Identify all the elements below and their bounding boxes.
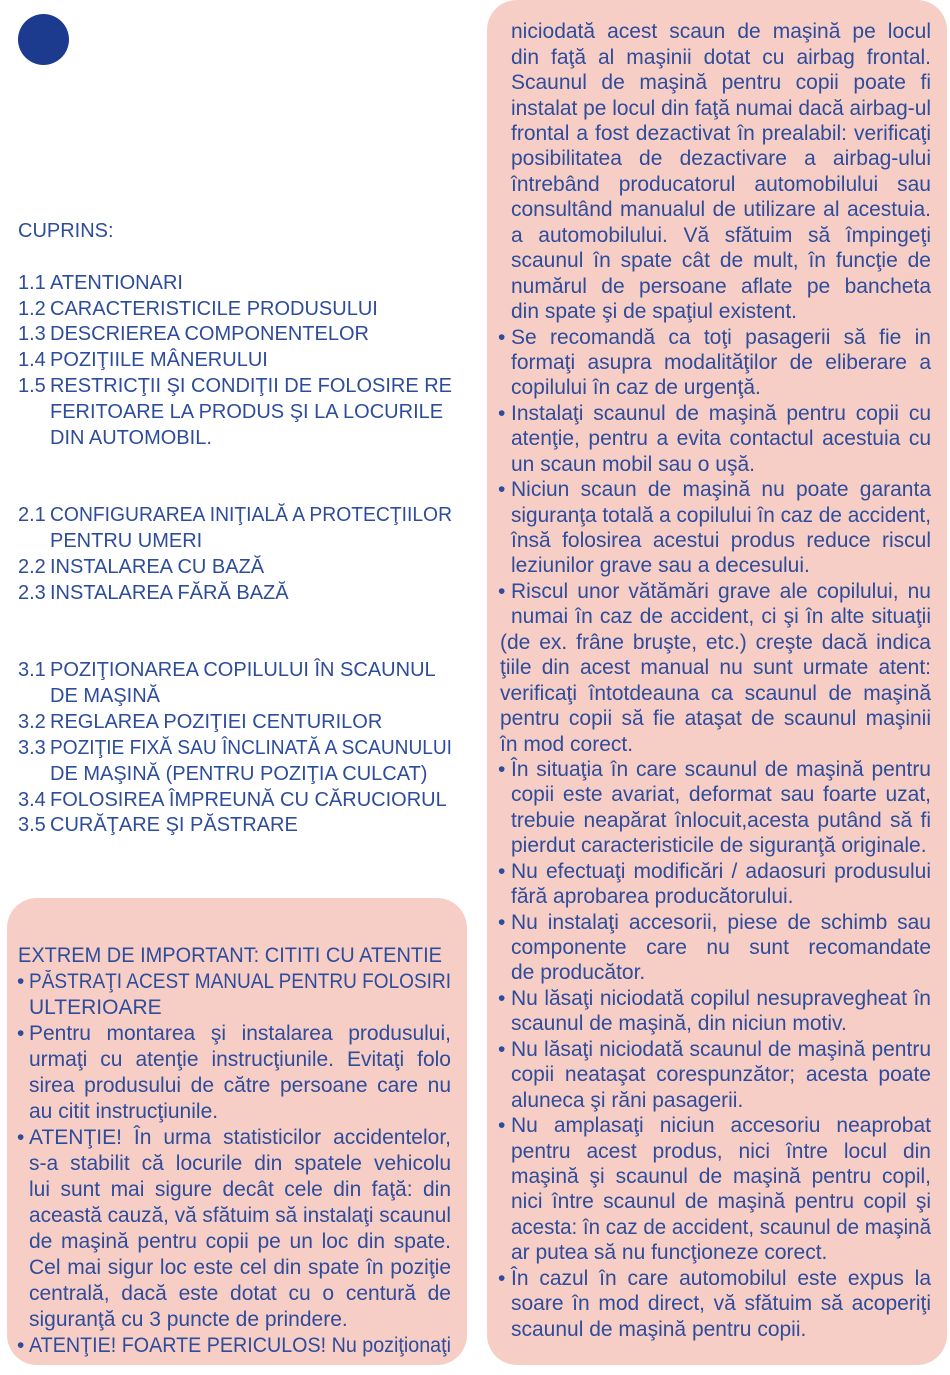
toc-entry-line-text: FERITOARE LA PRODUS ŞI LA LOCURILE [50, 400, 444, 423]
text-line-text: Cel mai sigur loc este cel din spate în poziţie [29, 1256, 451, 1279]
text-line-text: În cazul în care automobilul este expus la [511, 1266, 931, 1290]
text-line [511, 1240, 931, 1265]
bullet-item-text [511, 477, 931, 579]
toc-entry-line-text: INSTALAREA CU BAZĂ [50, 555, 265, 578]
toc-entry [18, 788, 458, 814]
text-line-text: în mod corect. [500, 732, 634, 756]
bullet-item-text [511, 859, 931, 910]
bullet-item-text [500, 579, 931, 757]
bullet-item-text [29, 1125, 451, 1333]
text-line [511, 1164, 931, 1189]
toc-entry-line-text: DE MAŞINĂ (PENTRU POZIŢIA CULCAT) [50, 762, 428, 785]
text-line-text: copii este avariat, deformat sau foarte uzat, [511, 783, 931, 807]
text-line [511, 1011, 931, 1036]
text-line-text: componente care nu sunt recomandate [511, 936, 931, 960]
list-bullet-icon: • [17, 970, 25, 993]
text-line [511, 1317, 931, 1342]
text-line [511, 96, 931, 121]
text-line [511, 172, 931, 197]
text-line-text: aluneca şi răni pasagerii. [511, 1088, 744, 1112]
toc-entry-line-text: PENTRU UMERI [50, 530, 203, 553]
text-line [511, 274, 931, 299]
text-line-text: consultând manualul de utilizare al acestuia. [511, 198, 931, 222]
text-line-text: numărul de persoane aflate pe bancheta [511, 274, 931, 298]
list-bullet-icon: • [17, 1022, 25, 1045]
text-line-text: PĂSTRAŢI ACEST MANUAL PENTRU FOLOSIRI [29, 970, 451, 993]
text-line [511, 325, 931, 350]
text-line-text: siguranţa totală a copilului în caz de accident, [511, 503, 931, 527]
text-line-text: Nu lăsaţi niciodată copilul nesupravegheat în [511, 986, 931, 1010]
list-bullet-icon: • [17, 1126, 25, 1149]
bullet-item [498, 859, 931, 910]
bullet-item [498, 986, 931, 1037]
text-line-text: acesta: în caz de accident, scaunul de maşină [511, 1215, 931, 1239]
text-line-text: din spate şi de spaţiul existent. [511, 300, 798, 324]
text-line [29, 1021, 451, 1047]
text-line [511, 1291, 931, 1316]
bullet-item [498, 1266, 931, 1342]
warnings-content [498, 19, 931, 1342]
toc-entry-line [50, 788, 452, 814]
toc-entry-line [50, 271, 452, 297]
text-line-text: scaunul de maşină pentru copii. [511, 1317, 807, 1341]
list-bullet-icon: • [498, 1114, 506, 1138]
text-line-text: Nu amplasaţi niciun accesoriu neaprobat [511, 1114, 931, 1138]
bullet-item-text [511, 986, 931, 1037]
text-line [511, 782, 931, 807]
toc-entry-line-text: ATENTIONARI [50, 271, 183, 294]
text-line-text: formaţi asupra modalităţilor de eliberare a [511, 350, 931, 374]
text-line [511, 375, 931, 400]
bullet-item [498, 477, 931, 579]
toc-entry-number: 1.4 [18, 349, 46, 372]
list-bullet-icon: • [498, 859, 506, 883]
toc-entry-number: 1.1 [18, 271, 46, 294]
text-line-text: numai în caz de accident, ci şi în alte situaţii [511, 605, 931, 629]
text-line-text: maşină şi scaunul de maşină pentru copil, [511, 1164, 931, 1188]
important-notice-heading-text: EXTREM DE IMPORTANT: CITITI CU ATENTIE [18, 944, 442, 967]
text-line-text: centrală, dacă este dotat cu o centură de [29, 1282, 451, 1305]
bullet-item [17, 1333, 451, 1359]
bullet-item [498, 579, 931, 757]
text-line-text: verificaţi întotdeauna ca scaunul de maşină [500, 681, 931, 705]
bullet-item [17, 1125, 451, 1333]
toc-entry-number: 2.3 [18, 581, 46, 604]
toc-entry-number: 3.3 [18, 736, 46, 759]
toc-section [18, 658, 458, 839]
text-line-text: această cauză, vă sfătuim să instalaţi scaunul [29, 1204, 451, 1227]
text-line [29, 1255, 451, 1281]
text-line-text: fără aprobarea producătorului. [511, 885, 794, 909]
toc-entry-line [50, 400, 452, 426]
text-line-text: de maşină pentru copii pe un loc din spate. [29, 1230, 451, 1253]
toc-entry-line-text: CARACTERISTICILE PRODUSULUI [50, 297, 378, 320]
text-line [29, 1229, 451, 1255]
toc-entry-title [50, 503, 452, 555]
toc-entry-line-text: FOLOSIREA ÎMPREUNĂ CU CĂRUCIORUL [50, 788, 447, 811]
text-line-text: întrebând producatorul automobilului sau [511, 172, 931, 196]
toc-entry-line [50, 297, 452, 323]
toc-entry-number: 3.5 [18, 814, 46, 837]
text-line-text: copii neataşat corespunzător; acesta poate [511, 1063, 931, 1087]
toc-entry [18, 555, 458, 581]
warnings-box [487, 0, 947, 1365]
toc-entry-line-text: POZIŢIONAREA COPILULUI ÎN SCAUNUL [50, 659, 436, 682]
text-line [511, 833, 931, 858]
toc-entry-line-text: POZIŢIE FIXĂ SAU ÎNCLINATĂ A SCAUNULUI [50, 736, 452, 759]
text-line [511, 884, 931, 909]
text-line [29, 1099, 451, 1125]
continued-paragraph [511, 19, 931, 324]
toc-entry [18, 271, 458, 297]
toc-entry-line [50, 374, 452, 400]
toc-entry-title [50, 581, 452, 607]
text-line-text: Nu lăsaţi niciodată scaunul de maşină pentru [511, 1037, 931, 1061]
toc-heading [18, 219, 420, 245]
list-bullet-icon: • [17, 1334, 25, 1357]
toc-entry-line [50, 322, 452, 348]
toc-entry-line-text: DIN AUTOMOBIL. [50, 426, 212, 449]
text-line [511, 426, 931, 451]
text-line-text: pierdut caracteristicile de siguranţă originale. [511, 834, 927, 858]
text-line-text: scaunul în spate cât de mult, în funcţie de [511, 249, 931, 273]
toc-entry-title [50, 788, 452, 814]
toc-entry-line [50, 684, 452, 710]
important-notice-content [17, 943, 451, 1359]
text-line [511, 503, 931, 528]
toc-entry-line [50, 813, 452, 839]
text-line [511, 121, 931, 146]
text-line [511, 986, 931, 1011]
text-line-text: leziunilor grave sau a decesului. [511, 554, 810, 578]
list-bullet-icon: • [498, 757, 506, 781]
bullet-item-text [511, 325, 931, 401]
toc-entry-number: 1.3 [18, 323, 46, 346]
important-notice-box [7, 898, 467, 1365]
text-line-text: ţiile din acest manual nu sunt urmate atent: [500, 656, 931, 680]
text-line-text: copilului în caz de urgenţă. [511, 376, 761, 400]
text-line-text: instalat pe locul din faţă numai dacă airbag-ul [511, 96, 931, 120]
toc-entry-title [50, 555, 452, 581]
list-bullet-icon: • [498, 1037, 506, 1061]
text-line-text: soare în mod direct, vă sfătuim să acoperiţi [511, 1292, 931, 1316]
text-line-text: niciodată acest scaun de maşină pe locul [511, 20, 931, 44]
text-line-text: ULTERIOARE [29, 996, 162, 1019]
text-line [511, 146, 931, 171]
toc-entry-line-text: REGLAREA POZIŢIEI CENTURILOR [50, 711, 383, 734]
toc-entry-number: 2.1 [18, 504, 46, 527]
bullet-item [498, 757, 931, 859]
text-line [511, 1113, 931, 1138]
text-line [29, 995, 451, 1021]
text-line-text: Pentru montarea şi instalarea produsului, [29, 1022, 451, 1045]
text-line [511, 45, 931, 70]
toc-entry-line-text: RESTRICŢII ŞI CONDIŢII DE FOLOSIRE RE [50, 375, 452, 398]
toc-entry-number: 3.1 [18, 659, 46, 682]
text-line-text: un scaun mobil sau o uşă. [511, 452, 755, 476]
toc-entry [18, 503, 458, 555]
text-line-text: (de ex. frâne bruşte, etc.) creşte dacă indica [500, 630, 931, 654]
text-line-text: Riscul unor vătămări grave ale copilului, nu [511, 579, 931, 603]
text-line [511, 808, 931, 833]
text-line-text: Niciun scaun de maşină nu poate garanta [511, 478, 931, 502]
toc-entry-line [50, 710, 452, 736]
toc-entry-title [50, 813, 452, 839]
bullet-item-text [29, 969, 451, 1021]
text-line [29, 1307, 451, 1333]
toc-entry-number: 1.5 [18, 375, 46, 398]
text-line [511, 19, 931, 44]
toc-entry-line [50, 581, 452, 607]
bullet-item [498, 325, 931, 401]
list-bullet-icon: • [498, 579, 506, 603]
bullet-item [17, 1021, 451, 1125]
toc-entry-line [50, 555, 452, 581]
toc-section [18, 271, 458, 452]
toc-entry-line-text: CURĂŢARE ŞI PĂSTRARE [50, 814, 298, 837]
text-line [511, 935, 931, 960]
text-line [511, 553, 931, 578]
list-bullet-icon: • [498, 325, 506, 349]
text-line-text: ar putea să nu funcţioneze corect. [511, 1241, 828, 1265]
bullet-item-text [511, 910, 931, 986]
text-line [500, 655, 931, 680]
text-line [511, 910, 931, 935]
text-line-text: pentru acest produs, nici între locul din [511, 1139, 931, 1163]
list-bullet-icon: • [498, 478, 506, 502]
text-line-text: Nu efectuaţi modificări / adaosuri produsului [511, 859, 931, 883]
toc-entry [18, 658, 458, 710]
bullet-item-text [511, 1266, 931, 1342]
toc-entry-title [50, 348, 452, 374]
toc-entry [18, 348, 458, 374]
text-line-text: Nu instalaţi accesorii, piese de schimb sau [511, 910, 931, 934]
bullet-item [17, 969, 451, 1021]
toc-section [18, 503, 458, 606]
text-line [29, 969, 451, 995]
text-line-text: scaunul de maşină, din niciun motiv. [511, 1012, 847, 1036]
toc-entry-line-text: POZIŢIILE MÂNERULUI [50, 349, 268, 372]
bullet-item [498, 910, 931, 986]
text-line-text: Instalaţi scaunul de maşină pentru copii cu [511, 401, 931, 425]
text-line [511, 477, 931, 502]
text-line [511, 1189, 931, 1214]
toc-entry [18, 374, 458, 452]
text-line [511, 1037, 931, 1062]
toc-entry-line [50, 503, 452, 529]
text-line [29, 1177, 451, 1203]
toc-entry-number: 3.2 [18, 711, 46, 734]
text-line [511, 604, 931, 629]
text-line [511, 299, 931, 324]
toc-entry-line [50, 658, 452, 684]
text-line-text: însă folosirea acestui produs reduce riscul [511, 529, 931, 553]
toc-entry-title [50, 322, 452, 348]
text-line-text: s-a stabilit că locurile din spatele vehicolu [29, 1152, 451, 1175]
text-line-text: a automobilului. Vă sfătuim să împingeţi [511, 223, 931, 247]
text-line-text: urmaţi cu atenţie instrucţiunile. Evitaţi folo [29, 1048, 451, 1071]
bullet-item-text [29, 1021, 451, 1125]
table-of-contents [18, 219, 458, 839]
text-line [500, 630, 931, 655]
text-line [29, 1203, 451, 1229]
text-line [511, 1088, 931, 1113]
text-line-text: nici între scaunul de maşină pentru copil şi [511, 1190, 931, 1214]
text-line [511, 197, 931, 222]
toc-entry [18, 581, 458, 607]
list-bullet-icon: • [498, 1266, 506, 1290]
text-line [29, 1151, 451, 1177]
text-line [511, 350, 931, 375]
bullet-item [498, 401, 931, 477]
toc-entry-title [50, 658, 452, 710]
text-line [511, 859, 931, 884]
text-line-text: posibilitatea de dezactivare a airbag-ului [511, 147, 931, 171]
toc-entry [18, 813, 458, 839]
text-line [511, 401, 931, 426]
logo-circle-icon [18, 14, 69, 65]
text-line [511, 70, 931, 95]
text-line-text: În situaţia în care scaunul de maşină pentru [511, 757, 931, 781]
toc-entry-title [50, 271, 452, 297]
text-line [500, 706, 931, 731]
toc-entry-line-text: DESCRIEREA COMPONENTELOR [50, 323, 369, 346]
text-line [29, 1281, 451, 1307]
text-line-text: sirea produsului de către persoane care nu [29, 1074, 451, 1097]
bullet-item-text [511, 1037, 931, 1113]
text-line-text: siguranţă cu 3 puncte de prindere. [29, 1308, 348, 1331]
toc-entry-number: 3.4 [18, 788, 46, 811]
text-line [29, 1047, 451, 1073]
text-line [511, 757, 931, 782]
toc-entry-number: 2.2 [18, 555, 46, 578]
toc-entry-line-text: DE MAŞINĂ [50, 685, 161, 708]
bullet-item-text [511, 757, 931, 859]
text-line [511, 579, 931, 604]
list-bullet-icon: • [498, 401, 506, 425]
text-line [511, 1139, 931, 1164]
text-line [511, 528, 931, 553]
text-line-text: frontal a fost dezactivat în prealabil: verificaţi [511, 122, 931, 146]
toc-entry [18, 710, 458, 736]
bullet-item-text [511, 401, 931, 477]
text-line-text: lui sunt mai sigure decât cele din faţă: din [29, 1178, 451, 1201]
text-line [29, 1333, 451, 1359]
toc-entry-title [50, 374, 452, 452]
text-line [511, 223, 931, 248]
text-line-text: atenţie, pentru a evita contactul acestuia cu [511, 427, 931, 451]
important-notice-heading [18, 943, 442, 969]
bullet-item [498, 1037, 931, 1113]
text-line-text: ATENŢIE! FOARTE PERICULOS! Nu poziţionaţi [29, 1334, 451, 1357]
toc-heading-text: CUPRINS: [18, 220, 114, 242]
text-line-text: ATENŢIE! În urma statisticilor accidentelor, [29, 1126, 451, 1149]
list-bullet-icon: • [498, 910, 506, 934]
text-line [511, 1266, 931, 1291]
toc-entry-line [50, 529, 452, 555]
toc-entry [18, 297, 458, 323]
continued-paragraph-text [511, 19, 931, 324]
toc-entry-line-text: CONFIGURAREA INIŢIALĂ A PROTECŢIILOR [50, 504, 452, 527]
text-line-text: trebuie neapărat înlocuit,acesta putând să fi [511, 808, 931, 832]
toc-entry [18, 322, 458, 348]
text-line-text: Se recomandă ca toţi pasagerii să fie in [511, 325, 931, 349]
text-line [511, 452, 931, 477]
text-line [500, 681, 931, 706]
text-line [29, 1073, 451, 1099]
text-line [29, 1125, 451, 1151]
bullet-item-text [29, 1333, 451, 1359]
toc-entry-number: 1.2 [18, 297, 46, 320]
text-line-text: din faţă al maşinii dotat cu airbag frontal. [511, 45, 931, 69]
list-bullet-icon: • [498, 986, 506, 1010]
toc-entry-title [50, 710, 452, 736]
text-line [511, 1215, 931, 1240]
toc-entry-line [50, 426, 452, 452]
toc-entry-title [50, 297, 452, 323]
text-line-text: au citit instrucţiunile. [29, 1100, 219, 1123]
toc-entry-line-text: INSTALAREA FĂRĂ BAZĂ [50, 581, 289, 604]
text-line-text: Scaunul de maşină pentru copii poate fi [511, 71, 931, 95]
toc-entry-title [50, 736, 452, 788]
text-line-text: de producător. [511, 961, 646, 985]
bullet-item-text [511, 1113, 931, 1266]
toc-entry-line [50, 736, 452, 762]
text-line-text: pentru copii să fie ataşat de scaunul maşinii [500, 707, 931, 731]
toc-entry-line [50, 762, 452, 788]
bullet-item [498, 1113, 931, 1266]
text-line [500, 732, 931, 757]
text-line [511, 1062, 931, 1087]
text-line [511, 960, 931, 985]
text-line [511, 248, 931, 273]
toc-entry [18, 736, 458, 788]
toc-entry-line [50, 348, 452, 374]
